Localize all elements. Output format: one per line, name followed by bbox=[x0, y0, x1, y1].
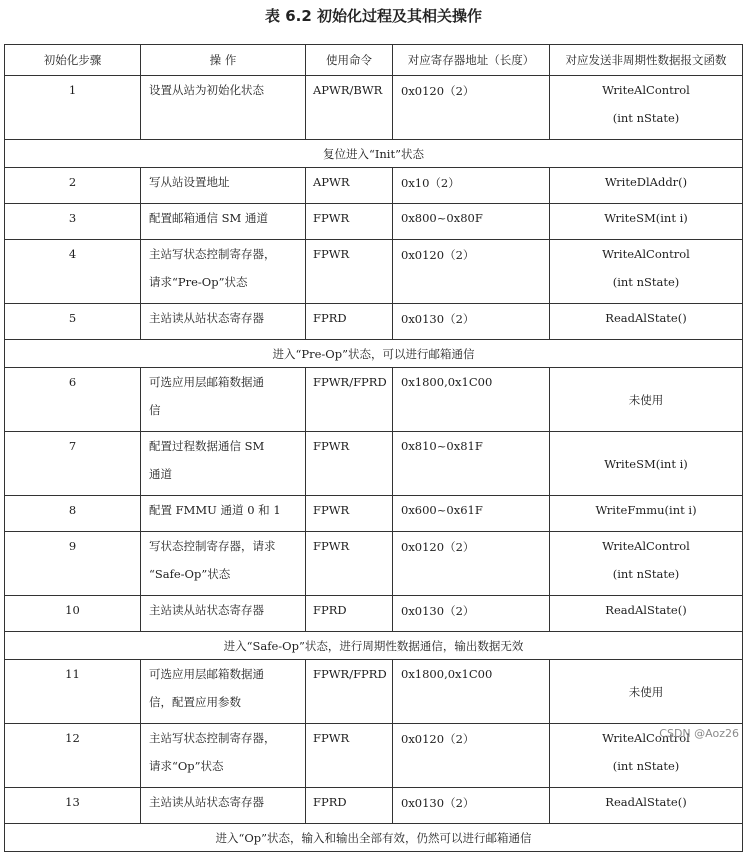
function-line: ReadAlState() bbox=[605, 603, 687, 617]
command-cell: FPRD bbox=[306, 596, 393, 632]
state-banner-row bbox=[5, 140, 743, 168]
step-cell: 13 bbox=[5, 788, 141, 824]
function-line: (int nState) bbox=[612, 275, 680, 289]
address-cell: 0x810~0x81F bbox=[393, 432, 550, 496]
operation-cell bbox=[141, 304, 306, 340]
function-line: WriteAlControl bbox=[602, 731, 690, 745]
operation-line: “Safe-Op”状态 bbox=[149, 567, 231, 581]
function-line: (int nState) bbox=[612, 567, 680, 581]
watermark: CSDN @Aoz26 bbox=[659, 727, 739, 740]
step-cell: 8 bbox=[5, 496, 141, 532]
table-row bbox=[5, 724, 743, 788]
command-cell: FPRD bbox=[306, 788, 393, 824]
table-row bbox=[5, 496, 743, 532]
operation-cell bbox=[141, 660, 306, 724]
function-line: WriteAlControl bbox=[602, 247, 690, 261]
function-cell bbox=[550, 304, 743, 340]
address-cell: 0x10（2） bbox=[393, 168, 550, 204]
operation-cell bbox=[141, 532, 306, 596]
table-row bbox=[5, 788, 743, 824]
command-cell: FPWR bbox=[306, 240, 393, 304]
table-row bbox=[5, 432, 743, 496]
address-cell: 0x0120（2） bbox=[393, 724, 550, 788]
operation-line: 主站读从站状态寄存器 bbox=[149, 603, 264, 617]
command-cell: APWR/BWR bbox=[306, 76, 393, 140]
operation-line: 配置 FMMU 通道 0 和 1 bbox=[149, 503, 281, 517]
operation-line: 写状态控制寄存器，请求 bbox=[149, 539, 276, 553]
table-row bbox=[5, 240, 743, 304]
step-cell: 6 bbox=[5, 368, 141, 432]
table-row bbox=[5, 76, 743, 140]
step-cell: 7 bbox=[5, 432, 141, 496]
operation-line: 主站写状态控制寄存器， bbox=[149, 247, 276, 261]
address-cell: 0x1800,0x1C00 bbox=[393, 368, 550, 432]
operation-line: 请求“Op”状态 bbox=[149, 759, 224, 773]
function-line: WriteAlControl bbox=[602, 83, 690, 97]
function-line: WriteFmmu(int i) bbox=[595, 503, 697, 517]
step-cell: 5 bbox=[5, 304, 141, 340]
function-cell bbox=[550, 368, 743, 432]
state-banner-row bbox=[5, 824, 743, 852]
operation-cell bbox=[141, 496, 306, 532]
operation-cell bbox=[141, 368, 306, 432]
command-cell: FPWR/FPRD bbox=[306, 368, 393, 432]
operation-cell bbox=[141, 76, 306, 140]
function-cell bbox=[550, 532, 743, 596]
operation-line: 可选应用层邮箱数据通 bbox=[149, 667, 264, 681]
command-cell: FPWR/FPRD bbox=[306, 660, 393, 724]
command-cell: APWR bbox=[306, 168, 393, 204]
table-row bbox=[5, 204, 743, 240]
operation-line: 通道 bbox=[149, 467, 172, 481]
state-banner-text: 进入“Op”状态，输入和输出全部有效，仍然可以进行邮箱通信 bbox=[5, 824, 743, 852]
step-cell: 12 bbox=[5, 724, 141, 788]
operation-line: 可选应用层邮箱数据通 bbox=[149, 375, 264, 389]
step-cell: 4 bbox=[5, 240, 141, 304]
address-cell: 0x800~0x80F bbox=[393, 204, 550, 240]
state-banner-text: 复位进入“Init”状态 bbox=[5, 140, 743, 168]
function-line: (int nState) bbox=[612, 111, 680, 125]
header-operation: 操 作 bbox=[141, 45, 306, 76]
operation-cell bbox=[141, 432, 306, 496]
table-title: 表 6.2 初始化过程及其相关操作 bbox=[264, 7, 483, 25]
table-row bbox=[5, 368, 743, 432]
step-cell: 10 bbox=[5, 596, 141, 632]
function-line: ReadAlState() bbox=[605, 795, 687, 809]
operation-line: 配置邮箱通信 SM 通道 bbox=[149, 211, 268, 225]
operation-cell bbox=[141, 240, 306, 304]
operation-line: 信 bbox=[149, 403, 161, 417]
function-line: (int nState) bbox=[612, 759, 680, 773]
command-cell: FPRD bbox=[306, 304, 393, 340]
step-cell: 9 bbox=[5, 532, 141, 596]
step-cell: 11 bbox=[5, 660, 141, 724]
address-cell: 0x600~0x61F bbox=[393, 496, 550, 532]
function-cell bbox=[550, 788, 743, 824]
function-line: WriteDlAddr() bbox=[604, 175, 688, 189]
header-command: 使用命令 bbox=[306, 45, 393, 76]
operation-line: 设置从站为初始化状态 bbox=[149, 83, 264, 97]
step-cell: 1 bbox=[5, 76, 141, 140]
table-row bbox=[5, 660, 743, 724]
command-cell: FPWR bbox=[306, 496, 393, 532]
function-line: ReadAlState() bbox=[605, 311, 687, 325]
command-cell: FPWR bbox=[306, 432, 393, 496]
function-cell bbox=[550, 76, 743, 140]
address-cell: 0x0130（2） bbox=[393, 788, 550, 824]
address-cell: 0x0120（2） bbox=[393, 76, 550, 140]
function-cell bbox=[550, 204, 743, 240]
operation-cell bbox=[141, 596, 306, 632]
table-row bbox=[5, 168, 743, 204]
address-cell: 0x0120（2） bbox=[393, 240, 550, 304]
operation-line: 信，配置应用参数 bbox=[149, 695, 241, 709]
function-line: 未使用 bbox=[628, 684, 664, 699]
operation-cell bbox=[141, 168, 306, 204]
state-banner-text: 进入“Pre-Op”状态，可以进行邮箱通信 bbox=[5, 340, 743, 368]
operation-line: 主站读从站状态寄存器 bbox=[149, 311, 264, 325]
function-line: WriteAlControl bbox=[602, 539, 690, 553]
function-line: 未使用 bbox=[628, 392, 664, 407]
address-cell: 0x0120（2） bbox=[393, 532, 550, 596]
table-row bbox=[5, 596, 743, 632]
function-line: WriteSM(int i) bbox=[604, 211, 688, 225]
init-process-table bbox=[4, 44, 743, 852]
operation-cell bbox=[141, 724, 306, 788]
operation-line: 主站写状态控制寄存器， bbox=[149, 731, 276, 745]
address-cell: 0x1800,0x1C00 bbox=[393, 660, 550, 724]
header-function: 对应发送非周期性数据报文函数 bbox=[550, 45, 743, 76]
operation-line: 配置过程数据通信 SM bbox=[149, 439, 265, 453]
table-row bbox=[5, 304, 743, 340]
state-banner-row bbox=[5, 340, 743, 368]
address-cell: 0x0130（2） bbox=[393, 596, 550, 632]
function-cell bbox=[550, 168, 743, 204]
state-banner-text: 进入“Safe-Op”状态，进行周期性数据通信，输出数据无效 bbox=[5, 632, 743, 660]
function-cell bbox=[550, 432, 743, 496]
operation-line: 请求“Pre-Op”状态 bbox=[149, 275, 248, 289]
function-cell bbox=[550, 596, 743, 632]
function-cell bbox=[550, 496, 743, 532]
table-row bbox=[5, 532, 743, 596]
function-line: WriteSM(int i) bbox=[604, 456, 688, 471]
header-address: 对应寄存器地址（长度） bbox=[393, 45, 550, 76]
command-cell: FPWR bbox=[306, 204, 393, 240]
header-step: 初始化步骤 bbox=[5, 45, 141, 76]
operation-cell bbox=[141, 788, 306, 824]
function-cell bbox=[550, 240, 743, 304]
operation-line: 写从站设置地址 bbox=[149, 175, 230, 189]
operation-line: 主站读从站状态寄存器 bbox=[149, 795, 264, 809]
address-cell: 0x0130（2） bbox=[393, 304, 550, 340]
function-cell bbox=[550, 660, 743, 724]
header-row bbox=[5, 45, 743, 76]
step-cell: 2 bbox=[5, 168, 141, 204]
step-cell: 3 bbox=[5, 204, 141, 240]
operation-cell bbox=[141, 204, 306, 240]
command-cell: FPWR bbox=[306, 532, 393, 596]
table-body bbox=[5, 76, 743, 852]
state-banner-row bbox=[5, 632, 743, 660]
command-cell: FPWR bbox=[306, 724, 393, 788]
